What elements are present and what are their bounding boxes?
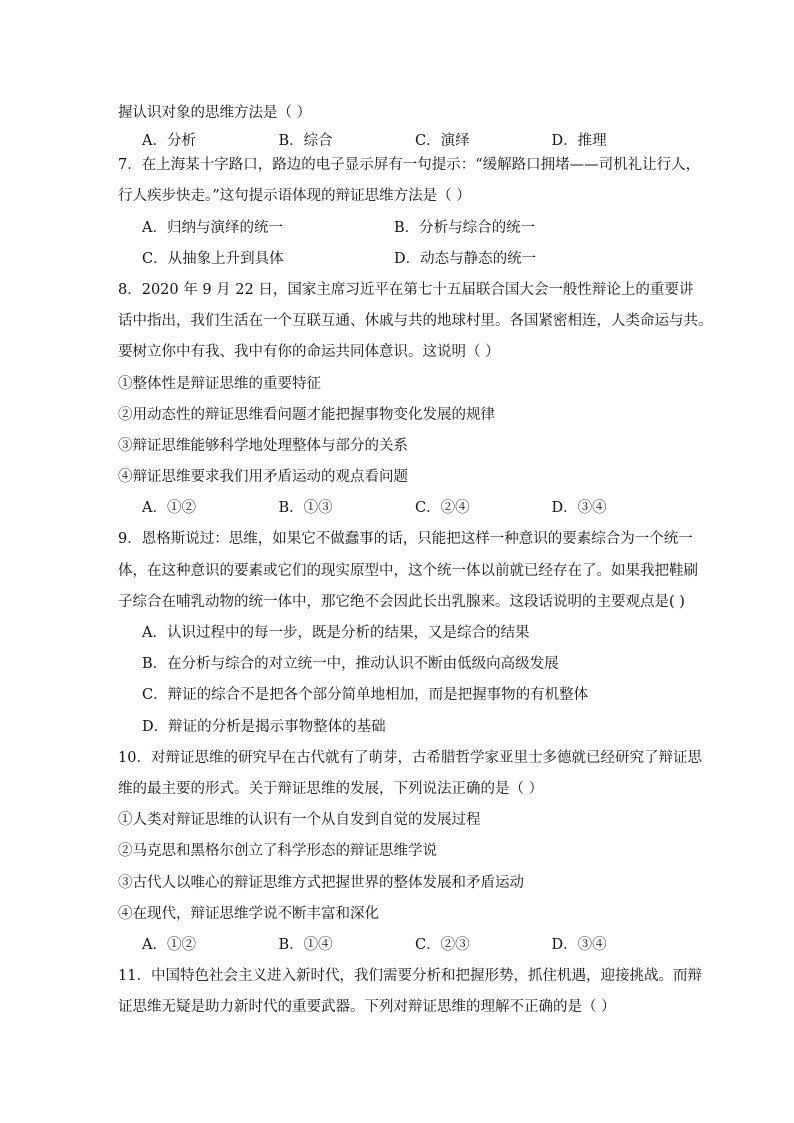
q7-option-d: D．动态与静态的统一 [394, 250, 537, 267]
q8-stem-line-2: 话中指出，我们生活在一个互联互通、休戚与共的地球村里。各国紧密相连，人类命运与共。 [118, 313, 713, 330]
q6-option-b: B．综合 [278, 133, 333, 150]
q10-item-1: ①人类对辩证思维的认识有一个从自发到自觉的发展过程 [118, 812, 481, 829]
q9-stem-line-3: 子综合在哺乳动物的统一体中，那它绝不会因此长出乳腺来。这段话说明的主要观点是( ) [118, 593, 685, 610]
q10-options [118, 930, 688, 961]
q8-item-3: ③辩证思维能够科学地处理整体与部分的关系 [118, 437, 408, 454]
q9-stem-line-2: 体，在这种意识的要素或它们的现实原型中，这个统一体以前就已经存在了。如果我把鞋刷 [118, 562, 698, 579]
q10-stem-line-1: 10．对辩证思维的研究早在古代就有了萌芽，古希腊哲学家亚里士多德就已经研究了辩证思 [118, 749, 702, 766]
q9-option-d: D．辩证的分析是揭示事物整体的基础 [142, 718, 386, 735]
q8-stem-line-1: 8．2020 年 9 月 22 日，国家主席习近平在第七十五届联合国大会一般性辩论上的重要讲 [118, 281, 694, 298]
q10-option-a: A．①② [142, 936, 196, 953]
q7-option-b: B．分析与综合的统一 [394, 219, 536, 236]
q6-stem-line: 握认识对象的思维方法是（ ） [118, 105, 312, 121]
q6-option-d: D．推理 [551, 133, 607, 150]
q9-option-b: B．在分析与综合的对立统一中，推动认识不断由低级向高级发展 [142, 656, 559, 673]
q10-option-d: D．③④ [551, 936, 607, 953]
q8-options [118, 493, 688, 524]
q7-stem-line-2: 行人疾步快走。”这句提示语体现的辩证思维方法是（ ） [118, 188, 471, 205]
q8-item-2: ②用动态性的辩证思维看问题才能把握事物变化发展的规律 [118, 406, 495, 423]
q8-stem-line-3: 要树立你中有我、我中有你的命运共同体意识。这说明（ ） [118, 344, 500, 361]
q11-stem-line-1: 11．中国特色社会主义进入新时代，我们需要分析和把握形势，抓住机遇，迎接挑战。而辩 [118, 968, 702, 985]
q7-options-row-2 [118, 244, 688, 275]
q8-item-4: ④辩证思维要求我们用矛盾运动的观点看问题 [118, 469, 408, 486]
q6-option-c: C．演绎 [415, 133, 470, 150]
q8-option-a: A．①② [142, 500, 196, 517]
q9-option-c: C．辩证的综合不是把各个部分简单地相加，而是把握事物的有机整体 [142, 687, 589, 704]
q9-option-a: A．认识过程中的每一步，既是分析的结果，又是综合的结果 [142, 625, 530, 641]
q8-option-c: C．②④ [415, 500, 470, 517]
q10-item-4: ④在现代，辩证思维学说不断丰富和深化 [118, 905, 379, 922]
q10-stem-line-2: 维的最主要的形式。关于辩证思维的发展，下列说法正确的是（ ） [118, 780, 544, 797]
q8-option-b: B．①③ [278, 500, 333, 517]
q6-options [118, 129, 688, 150]
q8-item-1: ①整体性是辩证思维的重要特征 [118, 375, 321, 392]
q9-stem-line-1: 9．恩格斯说过：思维，如果它不做蠢事的话，只能把这样一种意识的要素综合为一个统一 [118, 531, 693, 548]
q10-item-3: ③古代人以唯心的辩证思维方式把握世界的整体发展和矛盾运动 [118, 874, 524, 891]
q10-option-c: C．②③ [415, 936, 470, 953]
q7-options-row-1 [118, 213, 688, 244]
q10-item-2: ②马克思和黑格尔创立了科学形态的辩证思维学说 [118, 843, 437, 860]
q6-option-a: A．分析 [142, 133, 196, 150]
q7-option-c: C．从抽象上升到具体 [142, 250, 284, 267]
exam-page [118, 98, 713, 1023]
q7-stem-line-1: 7．在上海某十字路口，路边的电子显示屏有一句提示：“缓解路口拥堵——司机礼让行人， [118, 157, 701, 174]
q10-option-b: B．①④ [278, 936, 333, 953]
q7-option-a: A．归纳与演绎的统一 [142, 219, 283, 236]
q11-stem-line-2: 证思维无疑是助力新时代的重要武器。下列对辩证思维的理解不正确的是（ ） [118, 999, 616, 1016]
q8-option-d: D．③④ [551, 500, 607, 517]
